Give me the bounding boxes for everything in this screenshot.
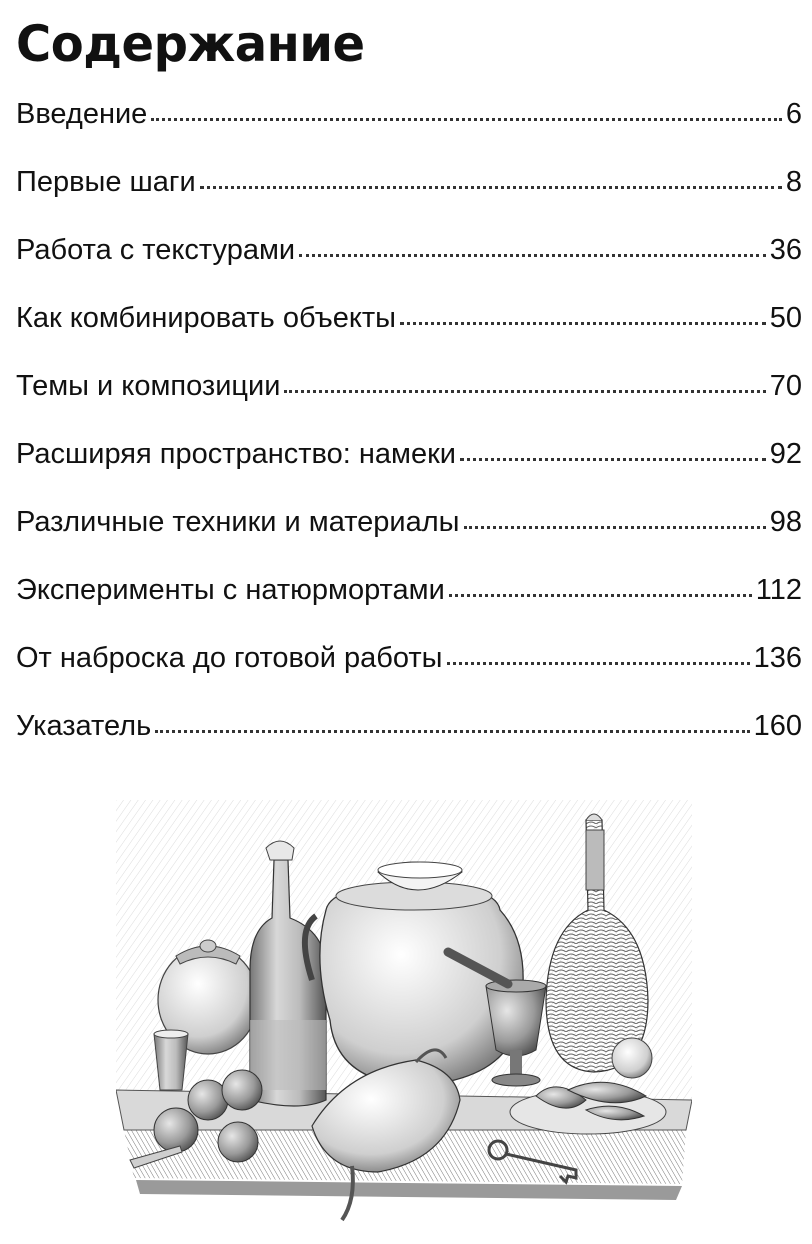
toc-entry-label: Эксперименты с натюрмортами [16, 574, 445, 606]
toc-entry-label: Различные техники и материалы [16, 506, 460, 538]
toc-dot-leader [151, 118, 782, 121]
toc-entry-label: Расширяя пространство: намеки [16, 438, 456, 470]
toc-entry[interactable] [16, 364, 802, 432]
table-of-contents [16, 92, 802, 772]
toc-dot-leader [460, 458, 766, 461]
toc-dot-leader [447, 662, 750, 665]
toc-entry[interactable] [16, 704, 802, 772]
toc-entry-page: 92 [769, 438, 802, 470]
toc-entry-label: Указатель [16, 710, 152, 742]
toc-entry-page: 112 [755, 574, 802, 606]
toc-entry[interactable] [16, 432, 802, 500]
toc-entry[interactable] [16, 568, 802, 636]
toc-dot-leader [200, 186, 782, 189]
toc-entry-label: Введение [16, 98, 148, 130]
toc-entry[interactable] [16, 160, 802, 228]
toc-entry-page: 8 [785, 166, 802, 198]
toc-entry-page: 136 [753, 642, 802, 674]
toc-dot-leader [284, 390, 765, 393]
toc-entry[interactable] [16, 636, 802, 704]
toc-dot-leader [155, 730, 749, 733]
toc-entry-label: Работа с текстурами [16, 234, 296, 266]
toc-entry[interactable] [16, 296, 802, 364]
toc-dot-leader [400, 322, 766, 325]
toc-entry-page: 98 [769, 506, 802, 538]
toc-dot-leader [299, 254, 766, 257]
toc-dot-leader [464, 526, 766, 529]
page-title: Содержание [16, 15, 365, 73]
toc-entry-label: Первые шаги [16, 166, 196, 198]
toc-entry-label: Как комбинировать объекты [16, 302, 396, 334]
toc-entry[interactable] [16, 92, 802, 160]
toc-entry-page: 6 [785, 98, 802, 130]
toc-entry-label: Темы и композиции [16, 370, 281, 402]
toc-entry-page: 36 [769, 234, 802, 266]
toc-entry[interactable] [16, 228, 802, 296]
toc-dot-leader [449, 594, 752, 597]
toc-entry-page: 160 [753, 710, 802, 742]
toc-entry-page: 70 [769, 370, 802, 402]
toc-entry-label: От наброска до готовой работы [16, 642, 443, 674]
still-life-sketch-icon [116, 800, 692, 1228]
toc-entry-page: 50 [769, 302, 802, 334]
toc-entry[interactable] [16, 500, 802, 568]
